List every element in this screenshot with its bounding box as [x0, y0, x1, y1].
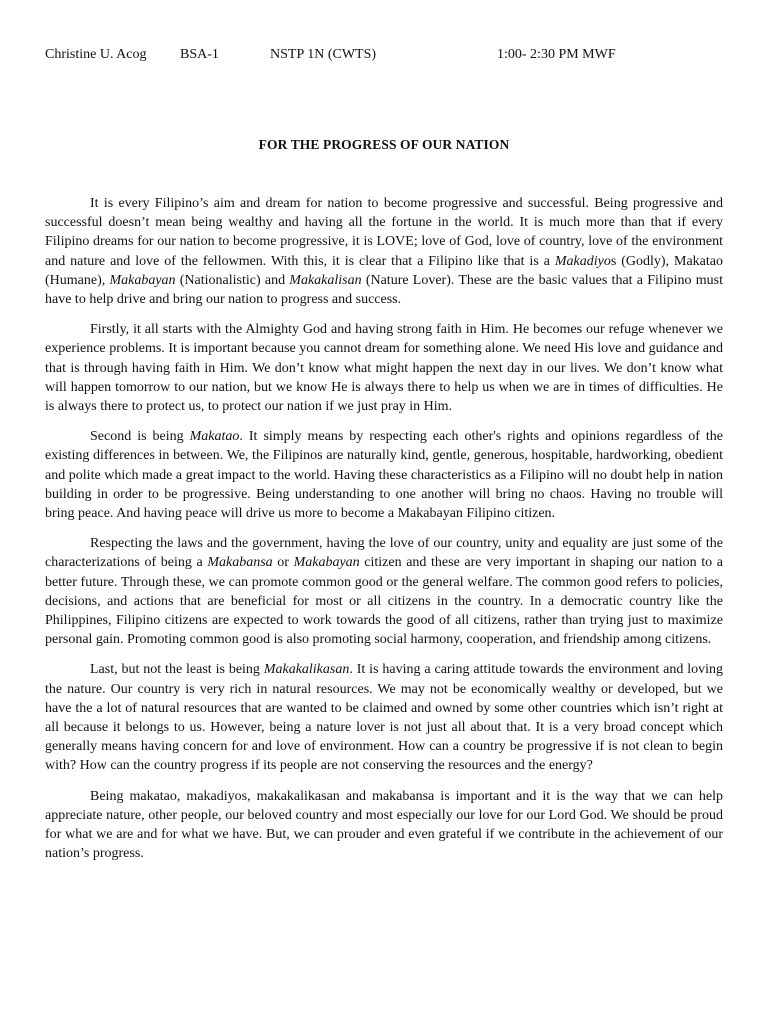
course-code: BSA-1 [180, 47, 219, 62]
paragraph-2: Firstly, it all starts with the Almighty God and having strong faith in Him. He becomes our refuge whenever we experience problems. It is important because you cannot dream for something alone. We need His love and guidance and that is through having faith in Him. We don’t know what might happen the next day in our lives. We don’t know what will happen tomorrow to our nation, but we know He is always there to help us when we are in times of difficulties. He is always there to protect us, to protect our nation if we just pray in Him. [45, 322, 723, 415]
term-makakalikasan: Makakalikasan [263, 662, 350, 678]
paragraph-4-text-b: or [272, 555, 294, 571]
essay-body [45, 194, 723, 874]
term-makabansa: Makabansa [207, 555, 273, 571]
essay-title: FOR THE PROGRESS OF OUR NATION [258, 137, 510, 152]
paragraph-5 [45, 660, 723, 775]
term-makatao: Makatao [189, 429, 240, 445]
paragraph-5-text-b: . It is having a caring attitude towards the environment and loving the nature. Our country is very rich in natural resources. We may not be economically wealthy or developed, but we have the a lot of natural resources that are wanted to be claimed and owned by some other countries which isn’t right at all because it belongs to us. However, being a nature lover is not just all about that. It is a very broad concept which generally means having concern for and love of environment. How can a country be progressive if is not clean to begin with? How can the country progress if its people are not conserving the resources and the energy? [45, 662, 723, 774]
term-makakalisan: Makakalisan [289, 272, 362, 288]
document-header [45, 46, 725, 66]
paragraph-6: Being makatao, makadiyos, makakalikasan and makabansa is important and it is the way that we can help appreciate nature, other people, our beloved country and most especially our love for our Lord God. We should be proud for what we are and for what we have. But, we can prouder and even grateful if we contribute in the achievement of our nation’s progress. [45, 788, 723, 862]
term-makadiyo: Makadiyo [554, 253, 611, 269]
paragraph-4 [45, 534, 723, 649]
class-schedule: 1:00- 2:30 PM MWF [497, 47, 616, 62]
paragraph-3-text-a: Second is being [90, 429, 190, 445]
term-makabayan: Makabayan [293, 555, 360, 571]
paragraph-3-text-b: . It simply means by respecting each other's rights and opinions regardless of the existing differences in between. We, the Filipinos are naturally kind, gentle, generous, hospitable, hardworking, obedient and polite which made a great impact to the world. Having these characteristics as a Filipino will no doubt help in nation building in order to be progressive. Being understanding to one another will bring no chaos. Having no trouble will bring peace. And having peace will drive us more to become a Makabayan Filipino citizen. [45, 429, 723, 522]
subject-code: NSTP 1N (CWTS) [270, 47, 377, 62]
paragraph-1-text-d: (Nature Lover). These are the basic values that a Filipino must have to help drive and bring our nation to progress and success. [45, 272, 723, 308]
term-makabayan: Makabayan [109, 272, 176, 288]
student-name: Christine U. Acog [45, 47, 147, 62]
paragraph-3 [45, 427, 723, 523]
paragraph-4-text-a: Respecting the laws and the government, having the love of our country, unity and equality are just some of the characterizations of being a [45, 536, 723, 571]
paragraph-1-text-c: (Nationalistic) and [175, 272, 290, 288]
paragraph-4-text-c: citizen and these are very important in shaping our nation to a better future. Through these, we can promote common good or the general welfare. The common good refers to policies, decisions, and actions that are beneficial for most or all citizens in the country. In a democratic country like the Philippines, Filipino citizens are expected to work towards the good of all citizens, rather than trying just to maximize personal gain. Promoting common good is also promoting social harmony, cooperation, and friendship among citizens. [45, 555, 724, 648]
paragraph-5-text-a: Last, but not the least is being [90, 662, 264, 678]
paragraph-1 [45, 194, 723, 309]
paragraph-1-text-b: s (Godly), Makatao (Humane), [45, 253, 723, 288]
paragraph-1-text-a: It is every Filipino’s aim and dream for nation to become progressive and successful. Being progressive and successful doesn’t mean being wealthy and having all the fortune in the world. It is much more than that if every Filipino dreams for our nation to become progressive, it is LOVE; love of God, love of country, love of the environment and nature and love of the fellowmen. With this, it is clear that a Filipino like that is a [45, 196, 723, 269]
